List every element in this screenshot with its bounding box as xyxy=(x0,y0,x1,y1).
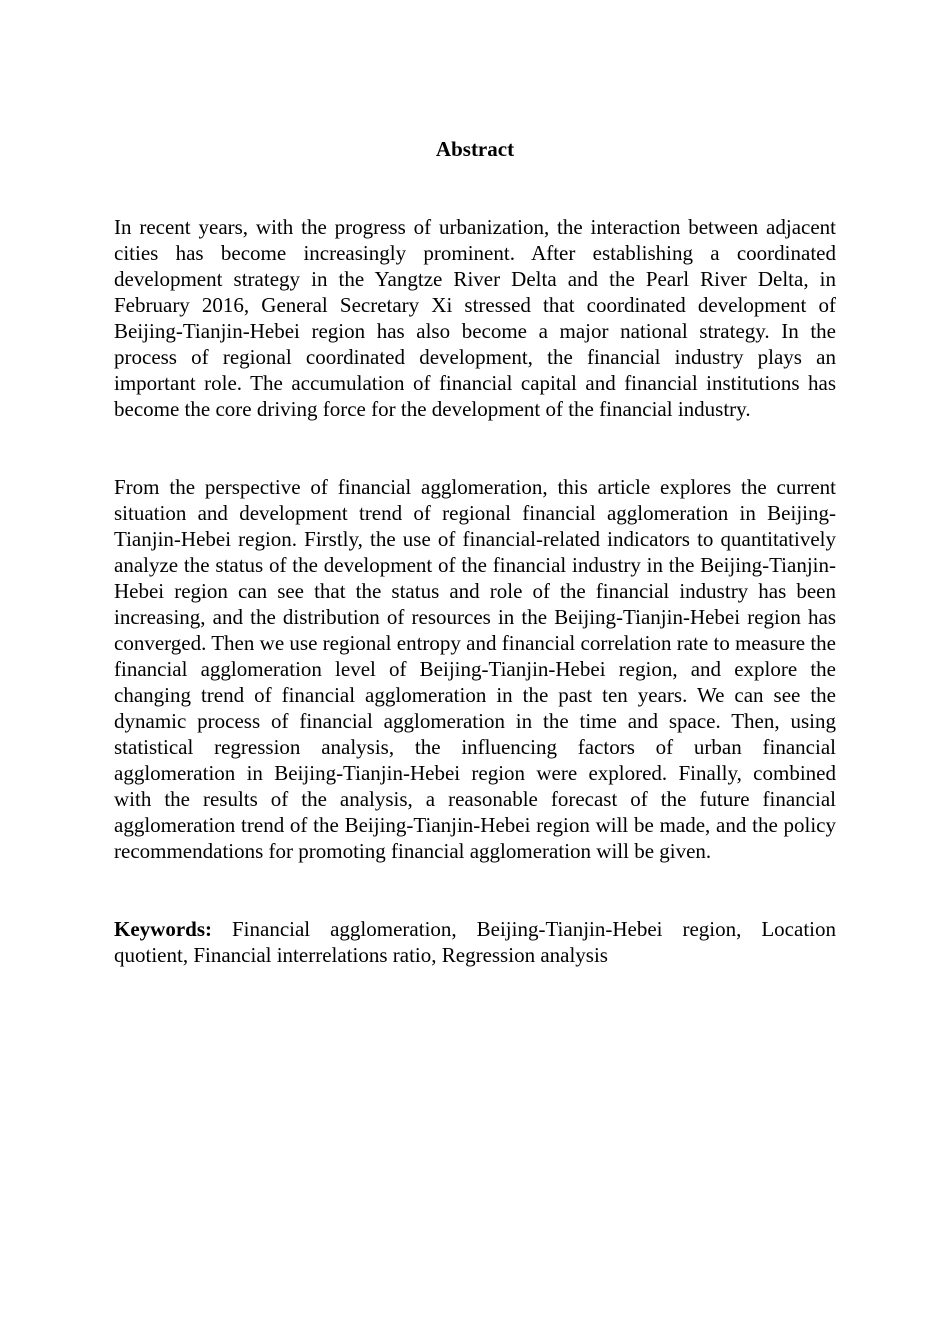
keywords-text: Financial agglomeration, Beijing-Tianjin-Hebei region, Location quotient, Financial interrelations ratio, Regression analysis xyxy=(114,917,836,967)
abstract-paragraph-2: From the perspective of financial agglomeration, this article explores the current situation and development trend of regional financial agglomeration in Beijing-Tianjin-Hebei region. Firstly, the use of financial-related indicators to quantitatively analyze the status of the development of the financial industry in the Beijing-Tianjin-Hebei region can see that the status and role of the financial industry has been increasing, and the distribution of resources in the Beijing-Tianjin-Hebei region has converged. Then we use regional entropy and financial correlation rate to measure the financial agglomeration level of Beijing-Tianjin-Hebei region, and explore the changing trend of financial agglomeration in the past ten years. We can see the dynamic process of financial agglomeration in the time and space. Then, using statistical regression analysis, the influencing factors of urban financial agglomeration in Beijing-Tianjin-Hebei region were explored. Finally, combined with the results of the analysis, a reasonable forecast of the future financial agglomeration trend of the Beijing-Tianjin-Hebei region will be made, and the policy recommendations for promoting financial agglomeration will be given. xyxy=(114,475,836,863)
abstract-paragraph-1: In recent years, with the progress of urbanization, the interaction between adjacent cities has become increasingly prominent. After establishing a coordinated development strategy in the Yangtze River Delta and the Pearl River Delta, in February 2016, General Secretary Xi stressed that coordinated development of Beijing-Tianjin-Hebei region has also become a major national strategy. In the process of regional coordinated development, the financial industry plays an important role. The accumulation of financial capital and financial institutions has become the core driving force for the development of the financial industry. xyxy=(114,215,836,421)
abstract-title: Abstract xyxy=(435,137,515,161)
keywords-line xyxy=(114,916,836,968)
keywords-label: Keywords: xyxy=(114,917,212,941)
